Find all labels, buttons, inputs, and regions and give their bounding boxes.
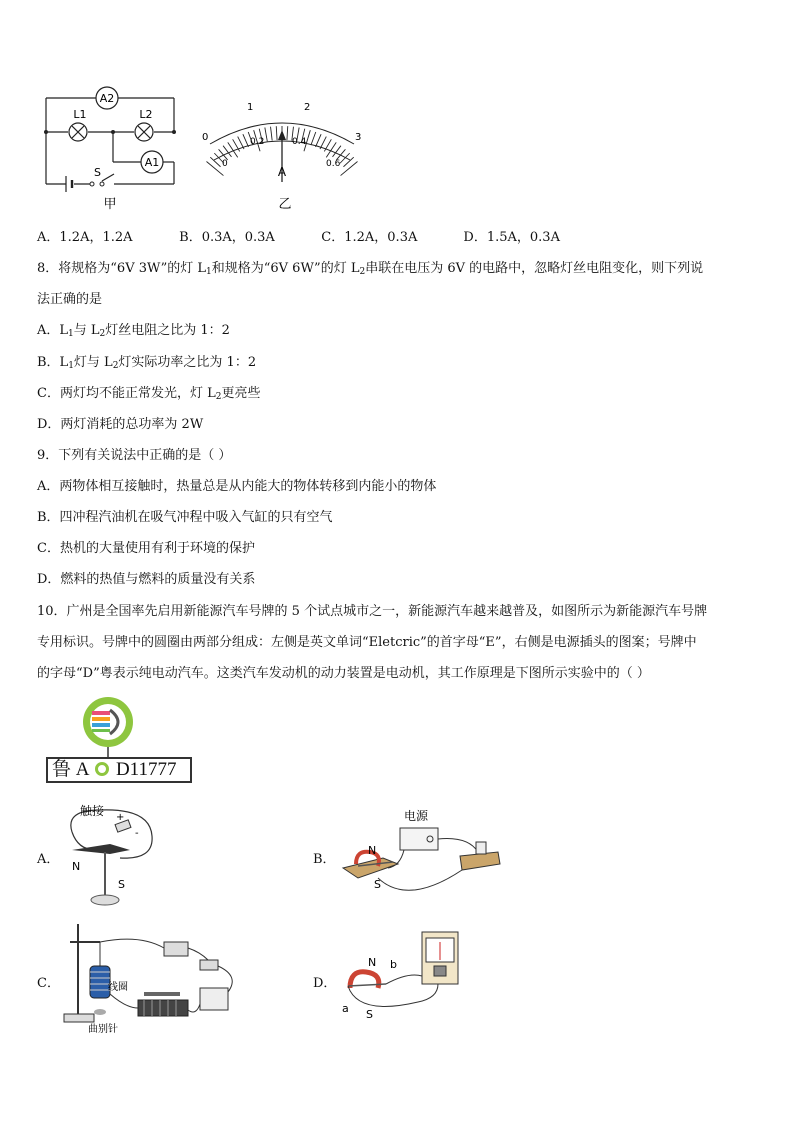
- electromagnet-experiment-figure: [60, 920, 250, 1035]
- dial-tick: [287, 126, 288, 140]
- oersted-experiment-figure: [60, 800, 160, 910]
- dial-tick: [276, 126, 277, 140]
- dial-tick: [265, 128, 267, 142]
- a1-label: A1: [144, 156, 160, 169]
- q7-option-b[interactable]: B．0.3A，0.3A: [179, 230, 275, 245]
- scale-top-0: 0: [202, 132, 209, 143]
- dial-tick: [271, 127, 273, 141]
- q9-option-a[interactable]: A．两物体相互接触时，热量总是从内能大的物体转移到内能小的物体: [37, 479, 437, 494]
- scale-top-2: 2: [304, 102, 311, 113]
- generator-experiment-figure: [338, 928, 478, 1023]
- svg-text:-: -: [135, 828, 139, 839]
- q7-option-a[interactable]: A．1.2A，1.2A: [37, 230, 133, 245]
- circuit-diagram-jia: [36, 84, 186, 214]
- license-plate: [46, 757, 192, 783]
- scale-bottom-0: 0: [222, 159, 228, 169]
- q9-option-c[interactable]: C．热机的大量使用有利于环境的保护: [37, 541, 255, 556]
- ammeter-dial-yi: [192, 92, 372, 214]
- q8-stem-line1: 8．将规格为“6V 3W”的灯 $L_1$和规格为“6V 6W”的灯 $L_2$串联在电压为 6V 的电路中，忽略灯丝电阻变化，则下列说: [37, 261, 704, 277]
- scale-top-1: 1: [247, 102, 254, 113]
- q10-stem-line3: 的字母“D”粤表示纯电动汽车。这类汽车发动机的动力装置是电动机，其工作原理是下图所示实验中的（ ）: [37, 666, 650, 681]
- a2-label: A2: [99, 92, 115, 105]
- new-energy-logo: [80, 696, 140, 758]
- fig-b-n: N: [368, 844, 377, 857]
- fig-d-s: S: [366, 1008, 373, 1021]
- scale-bottom-2: 0.4: [292, 137, 307, 147]
- q10-option-b-label[interactable]: B．: [313, 852, 336, 867]
- scale-bottom-3: 0.6: [326, 159, 341, 169]
- q7-option-d[interactable]: D．1.5A，0.3A: [463, 230, 560, 245]
- plate-logo-icon: [95, 762, 109, 776]
- dial-tick: [206, 162, 223, 176]
- l1-label: L1: [73, 108, 87, 121]
- plate-right: D11777: [115, 759, 177, 780]
- paperclip-label: 曲别针: [88, 1024, 118, 1035]
- svg-text:+: +: [116, 812, 125, 823]
- motor-experiment-figure: [338, 806, 508, 906]
- fig-d-n: N: [368, 956, 377, 969]
- fig-d-b: b: [390, 958, 397, 971]
- q10-stem-line1: 10．广州是全国率先启用新能源汽车号牌的 5 个试点城市之一，新能源汽车越来越普及，如图所示为新能源汽车号牌: [37, 604, 708, 619]
- power-label: 电源: [404, 809, 429, 823]
- dial-tick: [311, 132, 316, 145]
- q8-option-a[interactable]: A．$L_1$与 $L_2$灯丝电阻之比为 1：2: [37, 323, 230, 339]
- fig-a-s: S: [118, 878, 125, 891]
- meter-unit: A: [277, 165, 287, 179]
- coil-label: 线圈: [108, 982, 128, 993]
- q8-option-d[interactable]: D．两灯消耗的总功率为 2W: [37, 417, 204, 432]
- q10-option-c-label[interactable]: C．: [37, 976, 60, 991]
- jia-label: 甲: [103, 197, 117, 212]
- dial-tick: [243, 134, 249, 147]
- l2-label: L2: [139, 108, 153, 121]
- q9-stem: 9．下列有关说法中正确的是（ ）: [37, 448, 232, 463]
- q7-option-c[interactable]: C．1.2A，0.3A: [321, 230, 418, 245]
- q8-stem-line2: 法正确的是: [37, 292, 103, 307]
- q9-option-d[interactable]: D．燃料的热值与燃料的质量没有关系: [37, 572, 256, 587]
- scale-bottom-1: 0.2: [250, 137, 265, 147]
- scale-top-3: 3: [355, 132, 362, 143]
- dial-tick: [341, 162, 358, 176]
- q8-option-b[interactable]: B．$L_1$灯与 $L_2$灯实际功率之比为 1：2: [37, 355, 257, 371]
- fig-b-s: S: [374, 878, 381, 891]
- q8-option-c[interactable]: C．两灯均不能正常发光，灯 $L_2$更亮些: [37, 386, 261, 402]
- plate-left: 鲁 A: [52, 759, 89, 780]
- q10-option-d-label[interactable]: D．: [313, 976, 337, 991]
- dial-tick: [316, 134, 322, 147]
- q10-stem-line2: 专用标识。号牌中的圆圈由两部分组成：左侧是英文单词“Eletcric”的首字母“E”，右侧是电源插头的图案；号牌中: [37, 635, 697, 650]
- yi-label: 乙: [278, 197, 292, 212]
- fig-d-a: a: [342, 1002, 349, 1015]
- q10-option-a-label[interactable]: A．: [37, 852, 60, 867]
- fig-a-n: N: [72, 860, 81, 873]
- q9-option-b[interactable]: B．四冲程汽油机在吸气冲程中吸入气缸的只有空气: [37, 510, 333, 525]
- q7-options: [37, 229, 560, 247]
- touch-label: 触接: [80, 804, 105, 818]
- switch-label: S: [94, 166, 101, 179]
